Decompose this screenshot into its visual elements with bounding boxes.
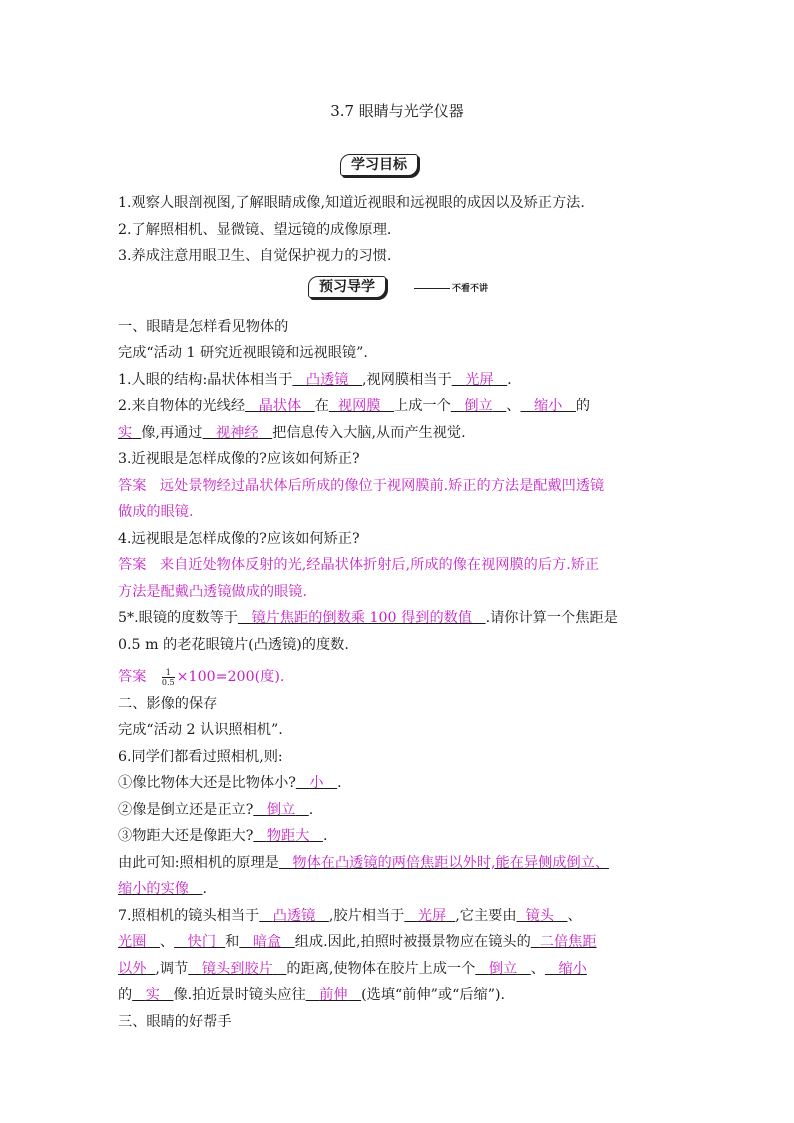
question-3: 3.近视眼是怎样成像的?应该如何矫正?: [118, 451, 360, 467]
q2-text: 的: [575, 398, 591, 414]
objectives-banner: [336, 152, 462, 178]
q1-text: .: [507, 371, 512, 388]
blank-answer: 镜片焦距的倒数乘 100 得到的数值: [251, 610, 473, 626]
q1-text: 1.人眼的结构:晶状体相当于: [118, 371, 293, 388]
blank-answer: 视网膜: [337, 398, 381, 414]
activity-line: 完成“活动 1 研究近视眼镜和远视眼镜”.: [118, 345, 368, 361]
preview-sub-label: 不看不讲: [452, 284, 489, 294]
q2-text: 上成一个: [394, 398, 451, 414]
q2-text: 、: [506, 398, 521, 414]
question-6: 6.同学们都看过照相机,则:: [118, 748, 283, 765]
question-5-cont: 0.5 m 的老花眼镜片(凸透镜)的度数.: [118, 636, 349, 653]
blank-answer: 缩小的实像: [118, 881, 189, 897]
section-heading: 一、眼睛是怎样看见物体的: [118, 318, 289, 335]
fraction: $\frac{1}{0.5}$: [161, 667, 175, 687]
blank-answer: 光屏: [465, 371, 494, 388]
q1-text: ,视网膜相当于: [362, 371, 452, 388]
blank-answer: 光圈: [118, 934, 147, 950]
question-2: [118, 393, 680, 420]
answer-label: 答案: [118, 557, 147, 573]
blank-answer: 倒立: [266, 801, 296, 818]
blank-answer: 前伸: [319, 987, 348, 1003]
blank-answer: 二倍焦距: [539, 934, 597, 950]
answer-text: 远处景物经过晶状体后所成的像位于视网膜前.矫正的方法是配戴凹透镜: [159, 477, 605, 494]
conclusion-cont: 缩小的实像 .: [118, 881, 207, 897]
answer-3: [118, 473, 680, 500]
q5-text: .请你计算一个焦距是: [485, 610, 618, 626]
blank-answer: 实: [118, 424, 133, 441]
objectives-banner-label: 学习目标: [340, 154, 418, 176]
objective-item: 1.观察人眼剖视图,了解眼睛成像,知道近视眼和远视眼的成因以及矫正方法.: [118, 195, 585, 211]
objective-item: 2.了解照相机、显微镜、望远镜的成像原理.: [118, 221, 392, 238]
q2-text: 像,再通过: [141, 424, 203, 441]
blank-answer: 物体在凸透镜的两倍焦距以外时,能在异侧成倒立、: [292, 854, 610, 871]
q2-text: 2.来自物体的光线经: [118, 398, 246, 414]
objective-item: 3.养成注意用眼卫生、自觉保护视力的习惯.: [118, 248, 392, 264]
question-1: [118, 367, 680, 394]
question-6-1: ①像比物体大还是比物体小? 小 .: [118, 775, 342, 791]
answer-label: 答案: [118, 669, 147, 685]
question-2-cont: [118, 420, 680, 447]
question-4: 4.远视眼是怎样成像的?应该如何矫正?: [118, 530, 360, 547]
content-body: [118, 190, 680, 1035]
blank-answer: 缩小: [533, 398, 563, 414]
blank-answer: 以外: [118, 960, 147, 977]
answer-text: ×100=200(度).: [176, 669, 285, 685]
question-6-2: ②像是倒立还是正立? 倒立 .: [118, 801, 314, 818]
blank-answer: 凸透镜: [305, 371, 349, 388]
q5-text: 5*.眼镜的度数等于: [118, 610, 238, 626]
answer-3-cont: 做成的眼镜.: [118, 504, 194, 520]
question-7-cont: 以外 ,调节 镜头到胶片 的距离,使物体在胶片上成一个 倒立 、 缩小: [118, 960, 587, 977]
section-heading: 三、眼睛的好帮手: [118, 1013, 232, 1030]
conclusion: 由此可知:照相机的原理是 物体在凸透镜的两倍焦距以外时,能在异侧成倒立、: [118, 854, 610, 871]
section-heading: 二、影像的保存: [118, 695, 218, 712]
answer-5: [118, 664, 680, 691]
blank-answer: 晶状体: [258, 398, 302, 414]
blank-answer: 倒立: [464, 398, 493, 414]
blank-answer: 光屏: [417, 907, 447, 924]
answer-4: [118, 552, 680, 579]
blank-answer: 物距大: [266, 828, 310, 844]
blank-answer: 凸透镜: [272, 907, 316, 924]
blank-answer: 暗盒: [252, 934, 282, 950]
question-7-cont: 的 实 像.拍近景时镜头应往 前伸 (选填“前伸”或“后缩”).: [118, 987, 506, 1003]
blank-answer: 快门: [187, 934, 217, 950]
page-title: 3.7 眼睛与光学仪器: [330, 102, 464, 120]
blank-answer: 实: [145, 987, 160, 1003]
blank-answer: 缩小: [558, 960, 587, 977]
blank-answer: 镜头: [525, 907, 554, 924]
question-6-3: ③物距大还是像距大? 物距大 .: [118, 828, 328, 844]
question-7: 7.照相机的镜头相当于 凸透镜 ,胶片相当于 光屏 ,它主要由 镜头 、: [118, 907, 582, 924]
activity-line: 完成“活动 2 认识照相机”.: [118, 722, 283, 738]
blank-answer: 镜头到胶片: [201, 960, 273, 977]
blank-answer: 倒立: [488, 960, 518, 977]
answer-label: 答案: [118, 477, 147, 494]
q2-text: 在: [314, 398, 329, 414]
question-7-cont: 光圈 、 快门 和 暗盒 组成.因此,拍照时被摄景物应在镜头的 二倍焦距: [118, 934, 597, 950]
answer-text: 来自近处物体反射的光,经晶状体折射后,所成的像在视网膜的后方.矫正: [159, 557, 600, 573]
q2-text: 把信息传入大脑,从而产生视觉.: [272, 424, 466, 441]
blank-answer: 小: [309, 775, 324, 791]
spacer: [118, 270, 680, 314]
preview-banner-label: 预习导学: [308, 276, 386, 298]
question-5: [118, 605, 680, 632]
blank-answer: 视神经: [216, 424, 259, 441]
answer-4-cont: 方法是配戴凸透镜做成的眼镜.: [118, 583, 307, 600]
